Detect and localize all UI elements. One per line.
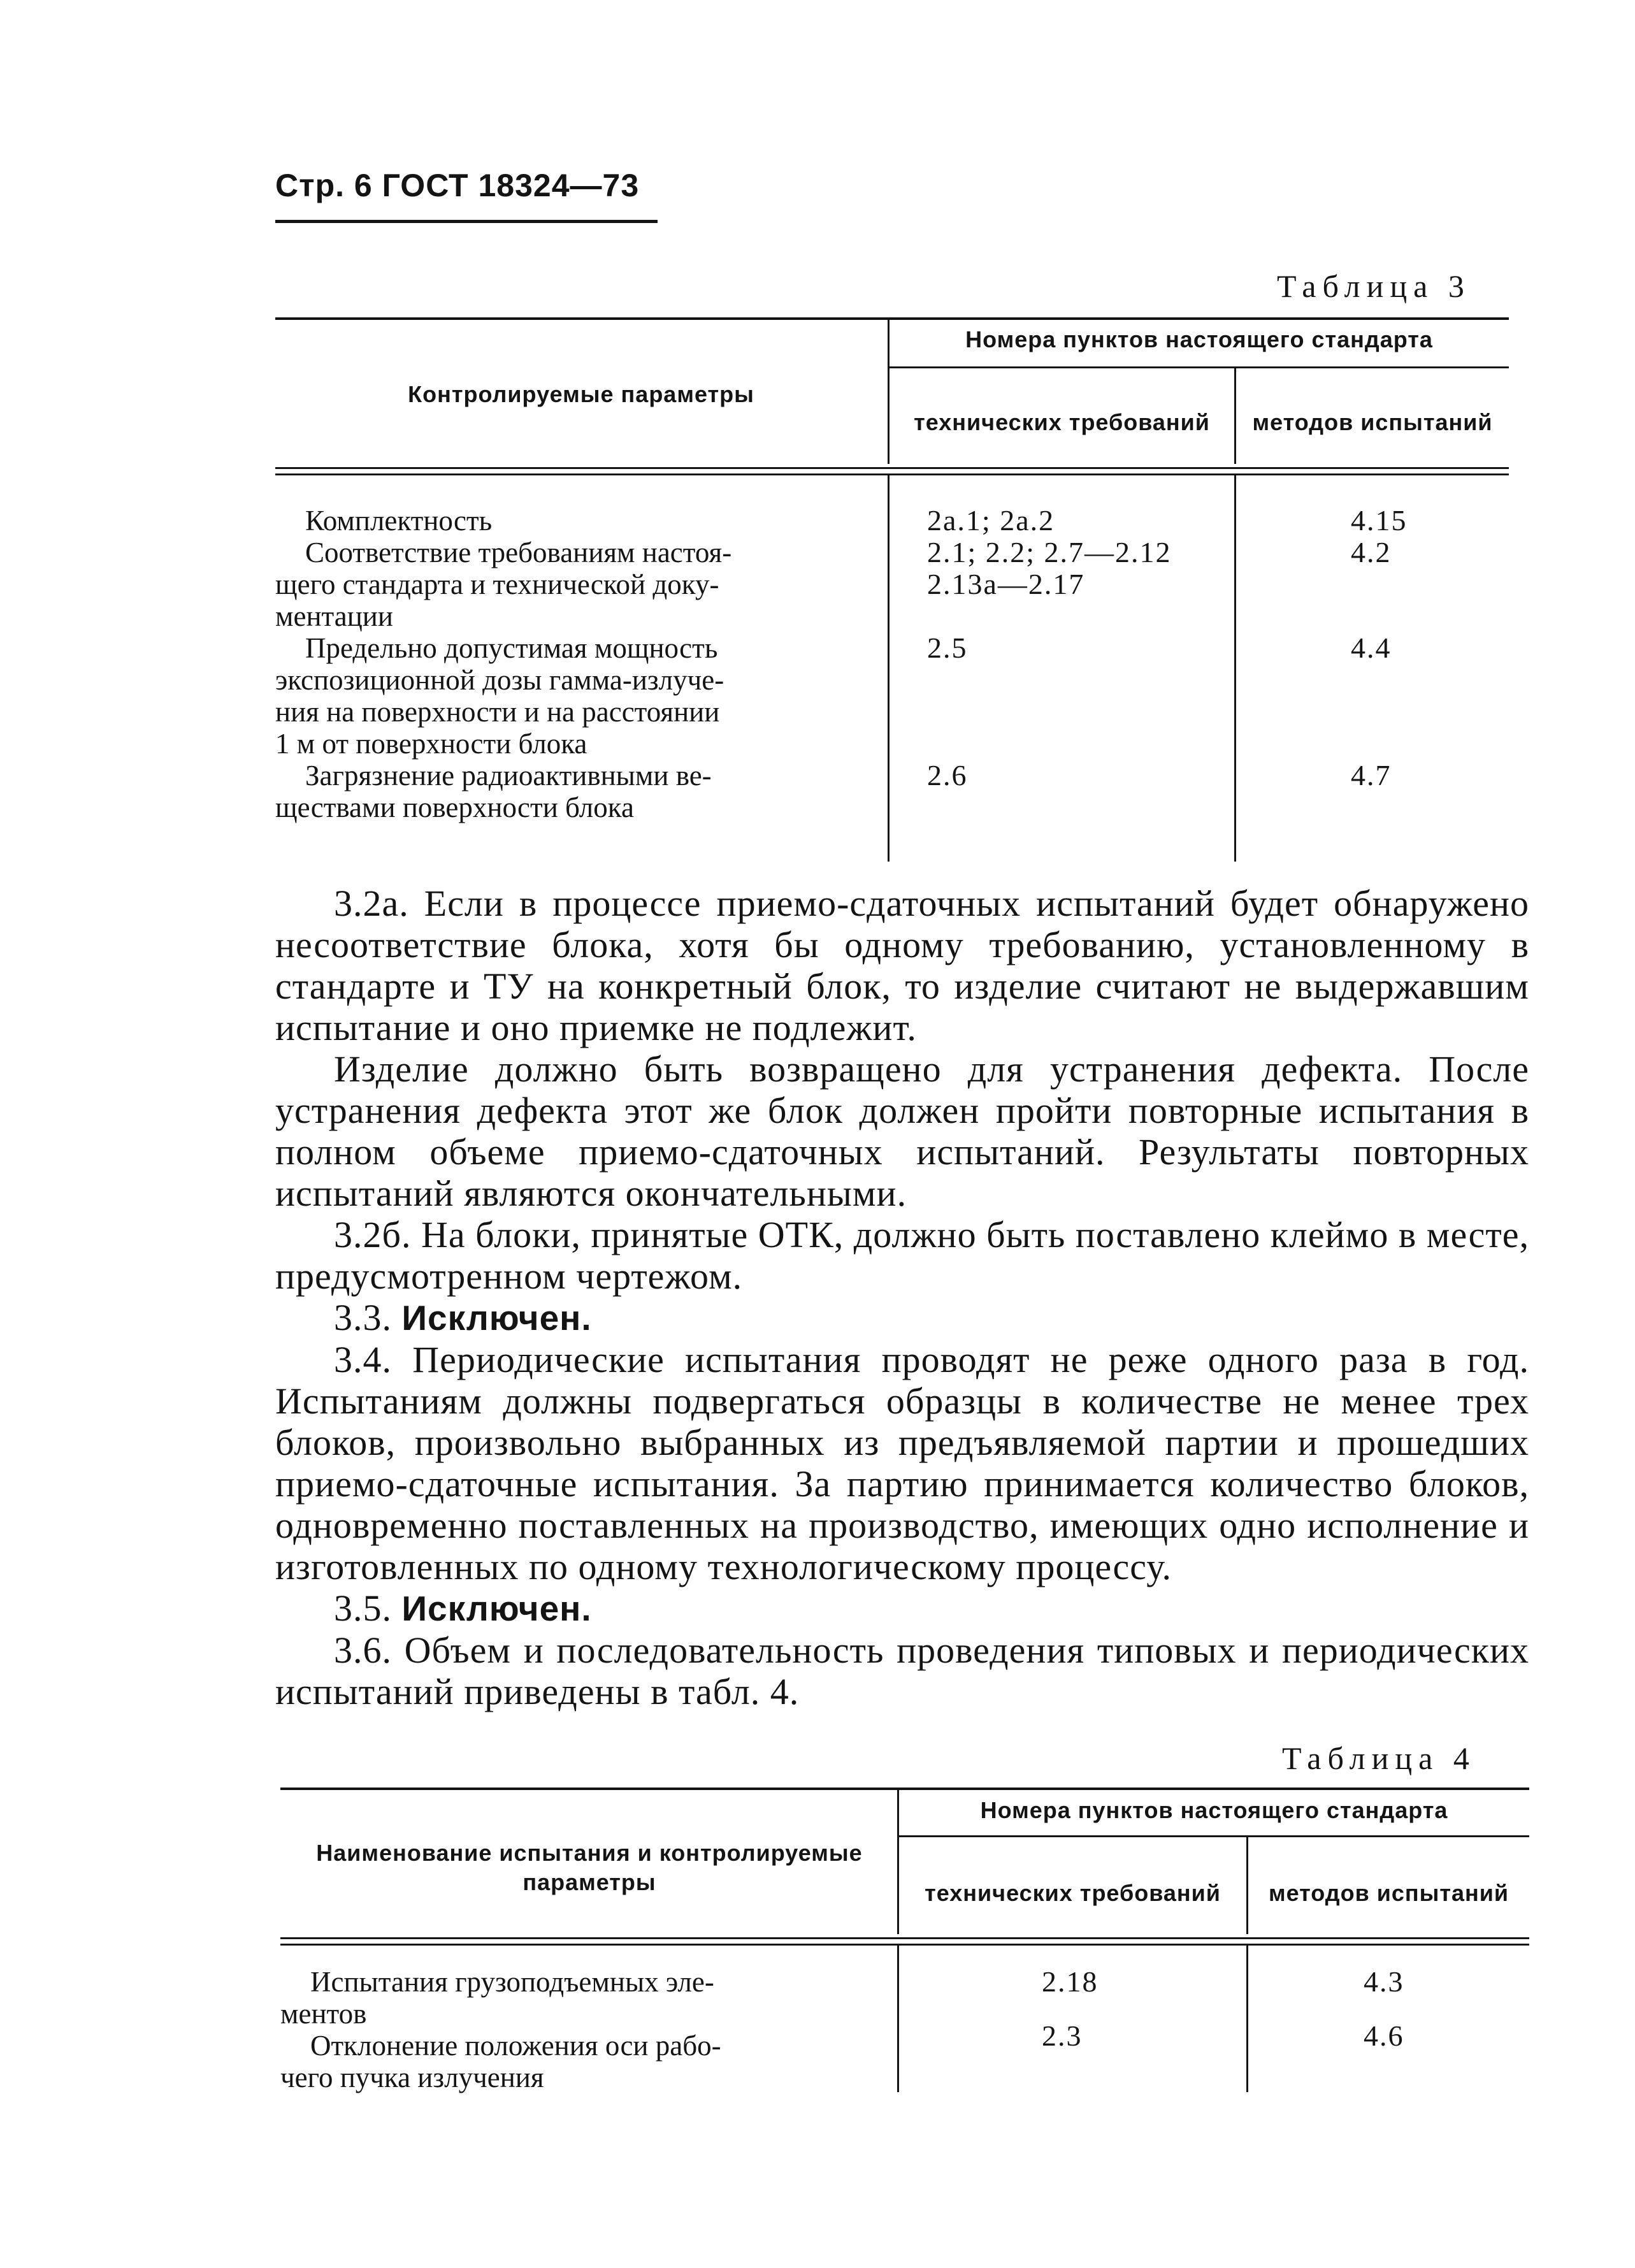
paragraph-3-2b: 3.2б. На блоки, принятые ОТК, должно быть поставлено клеймо в месте, предусмотренном чертежом. xyxy=(275,1214,1529,1297)
paragraph-3-2a: 3.2а. Если в процессе приемо-сдаточных испытаний будет обнаружено несоответствие блока, хотя бы одному требованию, установленному в стандарте и ТУ на конкретный блок, то изделие считают не выдержавшим испытание и оно приемке не подлежит. xyxy=(275,883,1529,1048)
table4-row2-tech: 2.3 xyxy=(1042,2019,1083,2052)
table-row xyxy=(275,632,855,760)
header-underline xyxy=(275,220,658,223)
table4-row2-param-line2: чего пучка излучения xyxy=(280,2062,544,2093)
table3-row2-param-line2: щего стандарта и технической доку- xyxy=(275,568,719,600)
table3-header-methods: методов испытаний xyxy=(1252,409,1493,435)
table4-body-divider-1 xyxy=(897,1946,899,2092)
table4-row1-param-line2: ментов xyxy=(280,1998,367,2030)
table4-row1-methods: 4.3 xyxy=(1364,1965,1404,1998)
table3-row4-tech-cell xyxy=(927,760,968,791)
table4-top-rule xyxy=(280,1788,1529,1790)
table4-header-group: Номера пунктов настоящего стандарта xyxy=(980,1797,1448,1823)
page-header: Стр. 6 ГОСТ 18324—73 xyxy=(275,168,640,203)
table3-header-group: Номера пунктов настоящего стандарта xyxy=(965,326,1433,352)
clause-excluded-3-3: Исключен. xyxy=(401,1298,592,1338)
paragraph-3-5 xyxy=(275,1587,1529,1629)
table4-header-rule-b xyxy=(280,1944,1529,1946)
paragraph-3-3 xyxy=(275,1297,1529,1339)
table3-row3-param-line3: ния на поверхности и на расстоянии xyxy=(275,696,720,728)
table3-header-rule-b xyxy=(275,473,1509,475)
table4-header-rule-a xyxy=(280,1937,1529,1939)
table3-row2-param-line1: Соответствие требованиям настоя- xyxy=(305,537,732,568)
table3-caption: Таблица 3 xyxy=(1277,268,1471,304)
table3-row1-param: Комплектность xyxy=(305,505,493,537)
table3-row2-tech-cell xyxy=(927,537,1172,600)
table3-header-tech: технических требований xyxy=(914,409,1210,435)
table3-row3-methods: 4.4 xyxy=(1351,632,1392,664)
table-row xyxy=(280,2030,867,2093)
paragraph-defect-return: Изделие должно быть возвращено для устранения дефекта. После устранения дефекта этот же блок должен пройти повторные испытания в полном объеме приемо-сдаточных испытаний. Результаты повторных испытаний являются окончательными. xyxy=(275,1048,1529,1214)
table4-header-tech: технических требований xyxy=(925,1880,1221,1906)
clause-number-3-3: 3.3. xyxy=(334,1297,392,1338)
table3-row4-param-line2: ществами поверхности блока xyxy=(275,791,634,823)
table3-row2-tech-line1: 2.1; 2.2; 2.7—2.12 xyxy=(927,536,1172,568)
table4-row2-param-line1: Отклонение положения оси рабо- xyxy=(310,2030,721,2062)
table3-body-divider-1 xyxy=(888,475,890,862)
table3-header-param: Контролируемые параметры xyxy=(408,381,754,407)
table4-row1-param-line1: Испытания грузоподъемных эле- xyxy=(310,1966,714,1998)
table3-header-rule-a xyxy=(275,467,1509,469)
table3-row3-tech-cell xyxy=(927,632,968,664)
table4-row2-methods: 4.6 xyxy=(1364,2019,1404,2052)
table4-group-rule xyxy=(897,1835,1529,1837)
table3-row1-tech: 2а.1; 2а.2 xyxy=(927,504,1055,537)
table-row xyxy=(275,537,855,632)
table4-header-methods: методов испытаний xyxy=(1268,1880,1509,1906)
table3-row2-tech-line2: 2.13а—2.17 xyxy=(927,568,1085,600)
paragraph-3-6: 3.6. Объем и последовательность проведения типовых и периодических испытаний приведены в табл. 4. xyxy=(275,1629,1529,1712)
table-row xyxy=(280,1966,867,2030)
table3-row2-param-line3: ментации xyxy=(275,600,393,632)
table3-row3-param-line1: Предельно допустимая мощность xyxy=(305,632,718,664)
paragraph-3-4: 3.4. Периодические испытания проводят не реже одного раза в год. Испытаниям должны подвергаться образцы в количестве не менее трех блоков, произвольно выбранных из предъявляемой партии и прошедших приемо-сдаточные испытания. За партию принимается количество блоков, одновременно поставленных на производство, имеющих одно исполнение и изготовленных по одному технологическому процессу. xyxy=(275,1339,1529,1587)
table4-header-param: Наименование испытания и контролируемые параметры xyxy=(316,1840,863,1895)
table-row xyxy=(275,760,855,823)
table3-row3-param-line4: 1 м от поверхности блока xyxy=(275,728,587,760)
table3-row2-methods: 4.2 xyxy=(1351,536,1392,568)
table3-row1-tech-cell xyxy=(927,505,1055,537)
table3-group-rule xyxy=(888,366,1509,368)
table3-row4-tech: 2.6 xyxy=(927,759,968,791)
table3-row3-tech: 2.5 xyxy=(927,632,968,664)
table4-row1-tech: 2.18 xyxy=(1042,1965,1098,1998)
table3-row4-param-line1: Загрязнение радиоактивными ве- xyxy=(305,760,712,791)
clause-number-3-5: 3.5. xyxy=(334,1587,392,1629)
table3-row4-methods: 4.7 xyxy=(1351,759,1392,791)
body-text xyxy=(275,883,1529,1712)
clause-excluded-3-5: Исключен. xyxy=(401,1589,592,1628)
table3-top-rule xyxy=(275,317,1509,320)
table3-row1-methods: 4.15 xyxy=(1351,504,1408,537)
table3-row3-param-line2: экспозиционной дозы гамма-излуче- xyxy=(275,664,724,696)
table4-body-divider-2 xyxy=(1246,1946,1248,2092)
table4-caption: Таблица 4 xyxy=(1282,1740,1476,1776)
table-row xyxy=(275,505,855,537)
table3-body-divider-2 xyxy=(1234,475,1236,862)
